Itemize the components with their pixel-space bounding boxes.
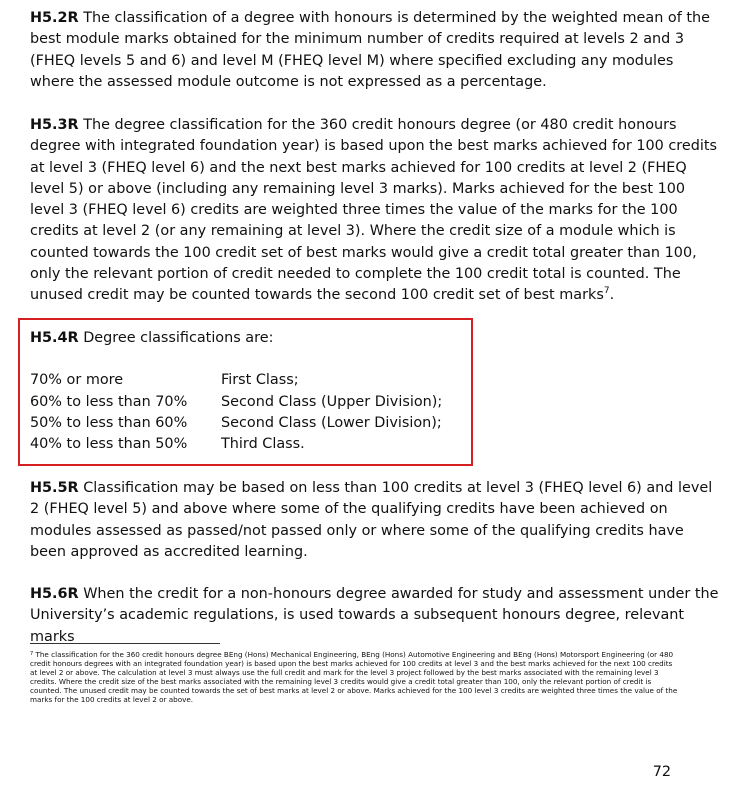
footnote-text: The classification for the 360 credit honours degree BEng (Hons) Mechanical Engineering, BEng (Hons) Automotive Engineering and BEng (Hons) Motorsport Engineering (or 480 credit honours degrees with an integrated foundation year) is based upon the best marks achieved for 100 credits at level 3 and the best marks achieved for the next 100 credits at level 2 or above. The calculation at level 3 must always use the full credit and mark for the level 3 project followed by the best marks associated with the remaining level 3 credits. Where the credit size of the best marks associated with the remaining level 3 credits would give a credit total greater than 100, only the relevant portion of credit is counted. The unused credit may be counted towards the set of best marks at level 2 or above. Marks achieved for the 100 level 3 credits are weighted three times the value of the marks for the 100 credits at level 2 or above. xyxy=(30,650,678,704)
regulation-h5-3r xyxy=(30,115,720,307)
footnote-number: 7 xyxy=(30,651,34,657)
page-number: 72 xyxy=(652,764,671,780)
regulation-h5-6r xyxy=(30,584,720,648)
regulation-text: The degree classification for the 360 credit honours degree (or 480 credit honours degree with integrated foundation year) is based upon the best marks achieved for 100 credits at level 3 (FHEQ level 6) and the next best marks achieved for 100 credits at level 2 (FHEQ level 5) or above (including any remaining level 3 marks). Marks achieved for the best 100 level 3 (FHEQ level 6) credits are weighted three times the value of the marks for the 100 credits at level 2 (or any remaining at level 3). Where the credit size of a module which is counted towards the 100 credit set of best marks would give a credit total greater than 100, only the relevant portion of credit needed to complete the 100 credit total is counted. The unused credit may be counted towards the second 100 credit set of best marks xyxy=(30,117,718,304)
degree-class: Third Class. xyxy=(221,436,305,452)
degree-class: Second Class (Lower Division); xyxy=(221,415,442,431)
regulation-text: When the credit for a non-honours degree awarded for study and assessment under the University’s academic regulations, is used towards a subsequent honours degree, relevant marks xyxy=(30,586,719,645)
regulation-text: The classification of a degree with honours is determined by the weighted mean of the best module marks obtained for the minimum number of credits required at levels 2 and 3 (FHEQ levels 5 and 6) and level M (FHEQ level M) where specified excluding any modules where the assessed module outcome is not expressed as a percentage. xyxy=(30,10,710,90)
mark-range: 50% to less than 60% xyxy=(30,415,188,431)
regulation-h5-2r xyxy=(30,8,720,93)
regulation-h5-4r xyxy=(30,328,273,349)
mark-range: 40% to less than 50% xyxy=(30,436,188,452)
regulation-label: H5.6R xyxy=(30,586,79,602)
regulation-label: H5.3R xyxy=(30,117,79,133)
regulation-text: Degree classifications are: xyxy=(83,330,274,346)
mark-range: 60% to less than 70% xyxy=(30,394,188,410)
mark-range: 70% or more xyxy=(30,372,124,388)
degree-class: First Class; xyxy=(221,372,299,388)
regulation-label: H5.4R xyxy=(30,330,79,346)
regulation-label: H5.5R xyxy=(30,480,79,496)
footnote xyxy=(30,650,680,704)
regulation-text: Classification may be based on less than 100 credits at level 3 (FHEQ level 6) and level 2 (FHEQ level 5) and above where some of the qualifying credits have been achieved on modules assessed as passed/not passed only or where some of the qualifying credits have been approved as accredited learning. xyxy=(30,480,713,560)
footnote-divider xyxy=(30,643,220,644)
regulation-label: H5.2R xyxy=(30,10,79,26)
regulation-h5-5r xyxy=(30,478,720,563)
degree-class: Second Class (Upper Division); xyxy=(221,394,443,410)
sentence-end: . xyxy=(609,287,615,304)
footnote-reference: 7 xyxy=(603,286,610,297)
